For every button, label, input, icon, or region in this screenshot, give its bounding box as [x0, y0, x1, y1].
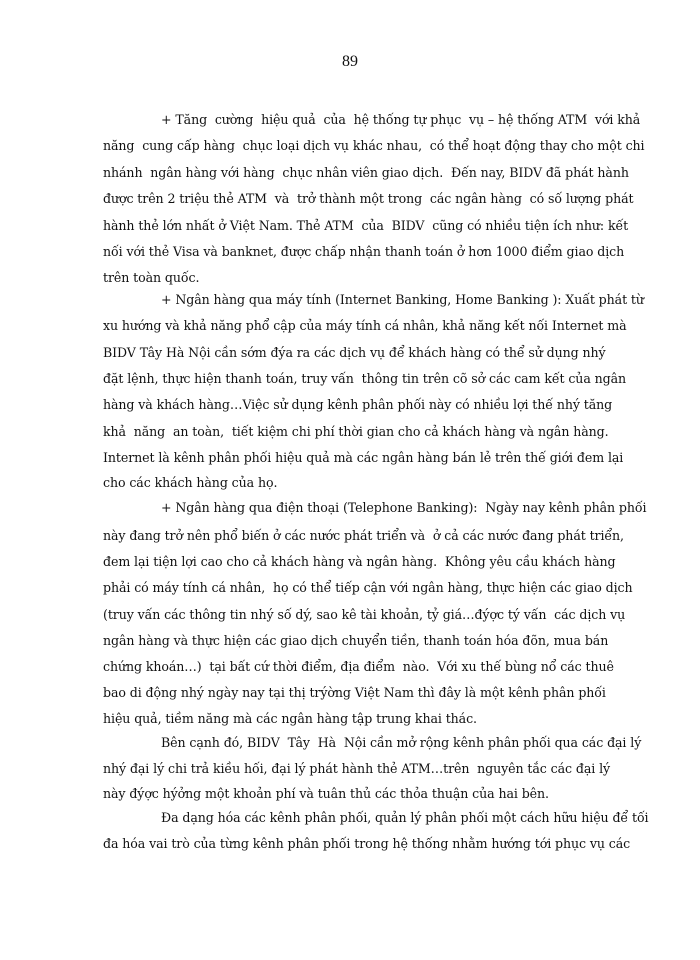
- page-number: 89: [342, 53, 358, 70]
- text-line: BIDV Tây Hà Nội cần sớm đýa ra các dịch vụ để khách hàng có thể sử dụng nhý: [103, 345, 606, 360]
- text-line: hàng và khách hàng…Việc sử dụng kênh phân phối này có nhiều lợi thế nhý tăng: [103, 397, 613, 412]
- text-line: ngân hàng và thực hiện các giao dịch chuyển tiền, thanh toán hóa đõn, mua bán: [103, 633, 609, 648]
- text-line: (truy vấn các thông tin nhý số dý, sao kê tài khoản, tỷ giá…đýợc tý vấn các dịch vụ: [103, 607, 626, 622]
- text-line: Bên cạnh đó, BIDV Tây Hà Nội cần mở rộng kênh phân phối qua các đại lý: [161, 735, 642, 750]
- text-line: + Ngân hàng qua điện thoại (Telephone Banking): Ngày nay kênh phân phối: [161, 500, 647, 515]
- text-line: trên toàn quốc.: [103, 270, 200, 285]
- text-line: nhý đại lý chi trả kiều hối, đại lý phát hành thẻ ATM…trên nguyên tắc các đại lý: [103, 761, 611, 776]
- text-line: Đa dạng hóa các kênh phân phối, quản lý phân phối một cách hữu hiệu để tối: [161, 810, 649, 825]
- text-line: bao di động nhý ngày nay tại thị trýờng Việt Nam thì đây là một kênh phân phối: [103, 685, 606, 700]
- text-line: đem lại tiện lợi cao cho cả khách hàng và ngân hàng. Không yêu cầu khách hàng: [103, 554, 616, 569]
- text-line: xu hướng và khả năng phổ cập của máy tính cá nhân, khả năng kết nối Internet mà: [103, 318, 627, 333]
- text-line: khả năng an toàn, tiết kiệm chi phí thời gian cho cả khách hàng và ngân hàng.: [103, 424, 609, 439]
- text-line: cho các khách hàng của họ.: [103, 475, 278, 490]
- text-line: đa hóa vai trò của từng kênh phân phối trong hệ thống nhằm hướng tới phục vụ các: [103, 836, 631, 851]
- text-line: này đýợc hýởng một khoản phí và tuân thủ các thỏa thuận của hai bên.: [103, 786, 549, 801]
- text-line: hành thẻ lớn nhất ở Việt Nam. Thẻ ATM của BIDV cũng có nhiều tiện ích như: kết: [103, 218, 629, 233]
- text-line: Internet là kênh phân phối hiệu quả mà các ngân hàng bán lẻ trên thế giới đem lại: [103, 450, 624, 465]
- text-line: nối với thẻ Visa và banknet, được chấp nhận thanh toán ở hơn 1000 điểm giao dịch: [103, 244, 625, 259]
- text-line: này đang trở nên phổ biến ở các nước phát triển và ở cả các nước đang phát triển,: [103, 528, 624, 543]
- text-line: + Tăng cường hiệu quả của hệ thống tự phục vụ – hệ thống ATM với khả: [161, 112, 641, 127]
- text-line: đặt lệnh, thực hiện thanh toán, truy vấn thông tin trên cõ sở các cam kết của ngân: [103, 371, 627, 386]
- text-line: chứng khoán…) tại bất cứ thời điểm, địa điểm nào. Với xu thế bùng nổ các thuê: [103, 659, 614, 674]
- text-line: + Ngân hàng qua máy tính (Internet Banking, Home Banking ): Xuất phát từ: [161, 292, 644, 307]
- text-line: được trên 2 triệu thẻ ATM và trở thành một trong các ngân hàng có số lượng phát: [103, 191, 634, 206]
- text-line: năng cung cấp hàng chục loại dịch vụ khác nhau, có thể hoạt động thay cho một chi: [103, 138, 645, 153]
- text-line: nhánh ngân hàng với hàng chục nhân viên giao dịch. Đến nay, BIDV đã phát hành: [103, 165, 629, 180]
- text-line: phải có máy tính cá nhân, họ có thể tiếp cận với ngân hàng, thực hiện các giao dịch: [103, 580, 633, 595]
- text-line: hiệu quả, tiềm năng mà các ngân hàng tập trung khai thác.: [103, 711, 477, 726]
